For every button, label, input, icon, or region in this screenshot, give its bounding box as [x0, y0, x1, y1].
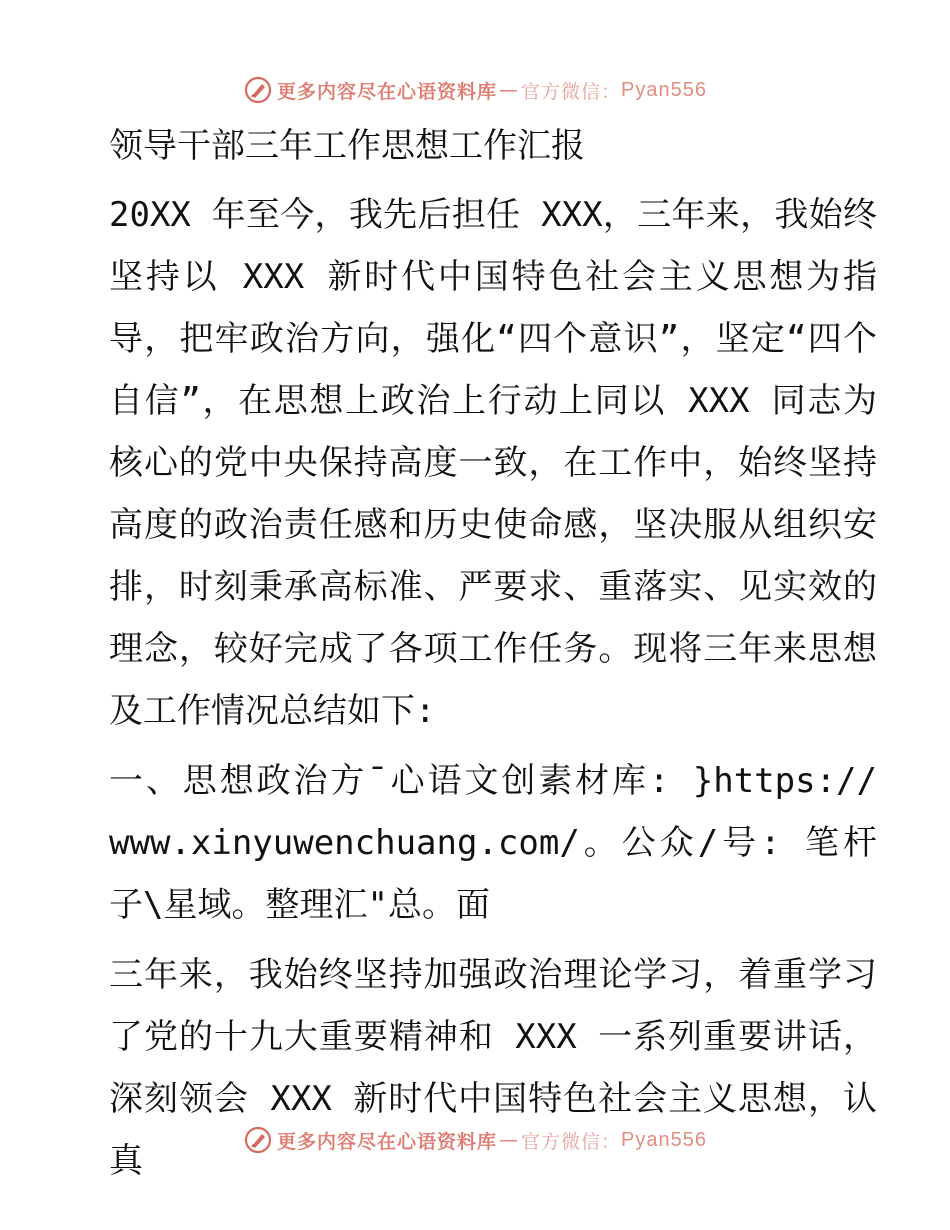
watermark-dash: —: [499, 79, 520, 101]
pen-nib-logo-icon: [243, 1125, 273, 1155]
paragraph-section-heading: 一、思想政治方¯心语文创素材库: }https:// www.xinyuwenchuang.com/。公众/号: 笔杆子\星域。整理汇"总。面: [109, 761, 877, 925]
watermark-dash: —: [499, 1129, 520, 1151]
paragraph-study: 三年来，我始终坚持加强政治理论学习，着重学习了党的十九大重要精神和 XXX 一系列重要讲话，深刻领会 XXX 新时代中国特色社会主义思想，认真: [109, 955, 877, 1181]
watermark-wechat-label: 官方微信：: [521, 1130, 622, 1153]
watermark-site-text: 更多内容尽在心语资料库: [277, 1130, 498, 1153]
header-watermark-banner: [0, 70, 950, 110]
pen-nib-logo-icon: [243, 75, 273, 105]
document-body: [97, 116, 877, 1192]
paragraph-intro: 20XX 年至今，我先后担任 XXX，三年来，我始终坚持以 XXX 新时代中国特色社会主义思想为指导，把牢政治方向，强化“四个意识”，坚定“四个自信”，在思想上政治上行动上同以 XXX 同志为核心的党中央保持高度一致，在工作中，始终坚持高度的政治责任感和历史使命感，坚决服从组织安排，时刻秉承高标准、严要求、重落实、见实效的理念，较好完成了各项工作任务。现将三年来思想及工作情况总结如下:: [109, 195, 877, 731]
document-title: 领导干部三年工作思想工作汇报: [109, 126, 585, 166]
watermark-wechat-label: 官方微信：: [521, 80, 622, 103]
watermark-site-text: 更多内容尽在心语资料库: [277, 80, 498, 103]
footer-watermark-banner: [0, 1120, 950, 1160]
watermark-wechat-id: Pyan556: [621, 78, 707, 101]
watermark-wechat-id: Pyan556: [621, 1128, 707, 1151]
